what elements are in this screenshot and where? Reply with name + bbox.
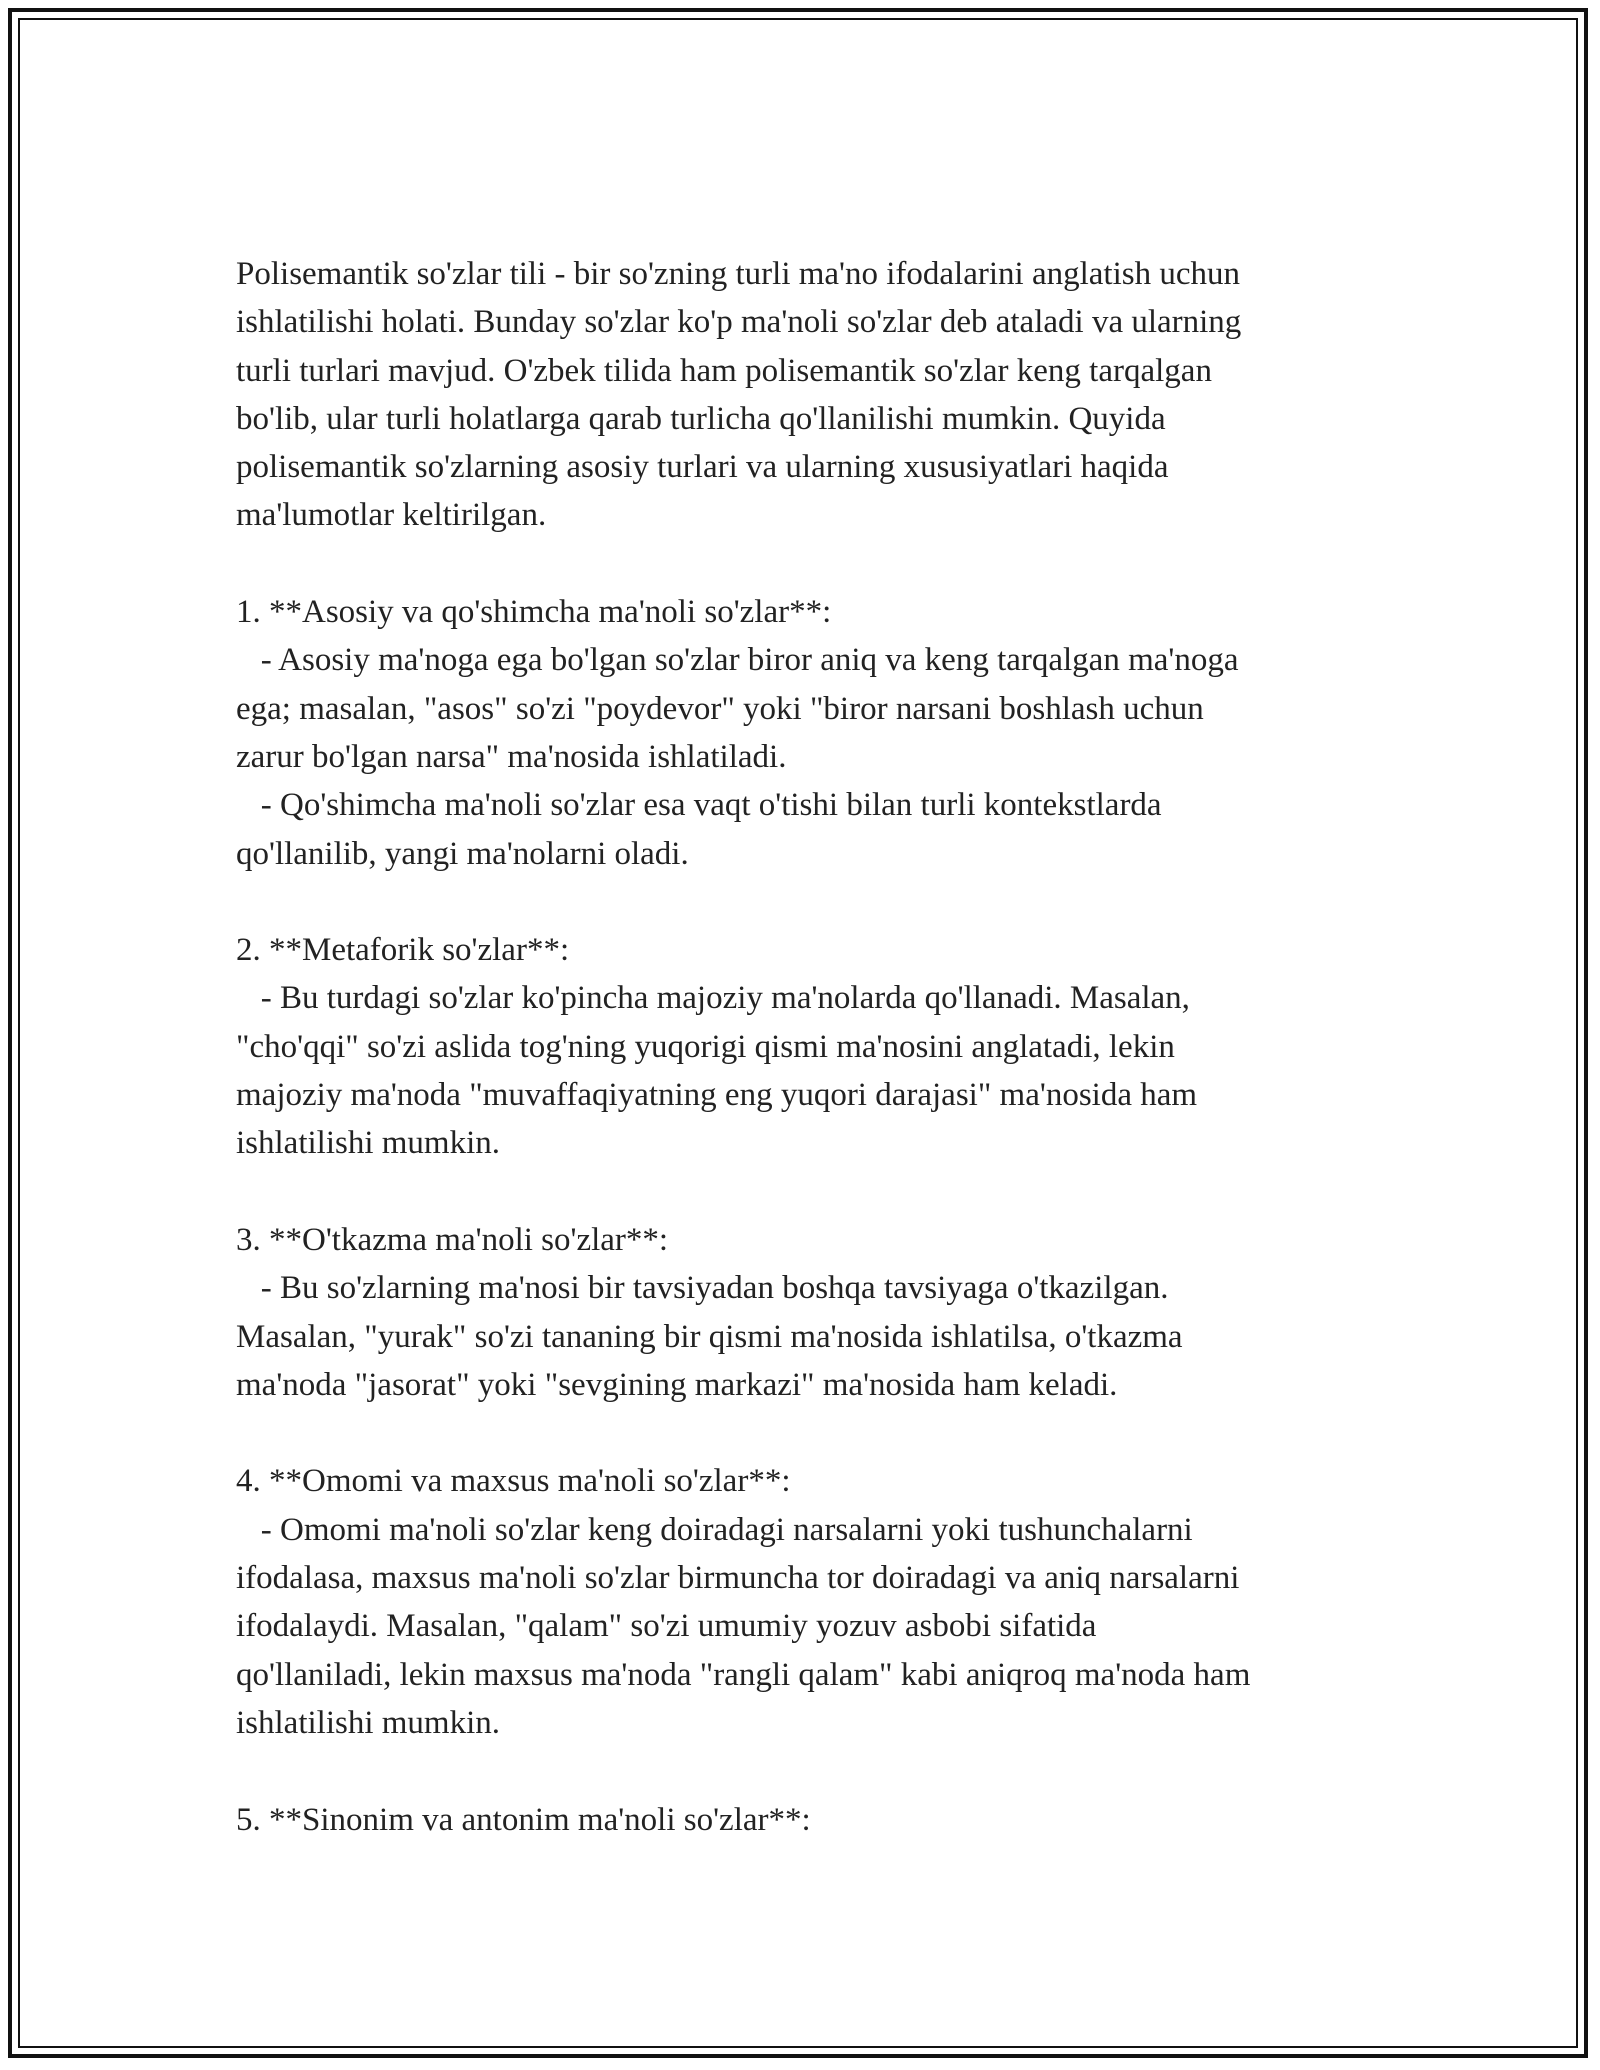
- section-omomi: [236, 1457, 1396, 1747]
- section-asosiy: [236, 588, 1396, 878]
- section-line: - Bu turdagi so'zlar ko'pincha majoziy ma'nolarda qo'llanadi. Masalan,: [236, 980, 1190, 1017]
- intro-line: turli turlari mavjud. O'zbek tilida ham polisemantik so'zlar keng tarqalgan: [236, 352, 1212, 389]
- section-line: Masalan, "yurak" so'zi tananing bir qismi ma'nosida ishlatilsa, o'tkazma: [236, 1318, 1183, 1355]
- section-metaforik: [236, 926, 1396, 1167]
- section-line: qo'llanilib, yangi ma'nolarni oladi.: [236, 835, 689, 872]
- intro-line: bo'lib, ular turli holatlarga qarab turlicha qo'llanilishi mumkin. Quyida: [236, 400, 1166, 437]
- section-line: majoziy ma'noda "muvaffaqiyatning eng yuqori darajasi" ma'nosida ham: [236, 1077, 1198, 1114]
- intro-paragraph: [236, 250, 1396, 540]
- section-line: ishlatilishi mumkin.: [236, 1704, 501, 1741]
- section-line: qo'llaniladi, lekin maxsus ma'noda "rangli qalam" kabi aniqroq ma'noda ham: [236, 1656, 1251, 1693]
- section-line: - Qo'shimcha ma'noli so'zlar esa vaqt o'tishi bilan turli kontekstlarda: [236, 787, 1162, 824]
- intro-line: polisemantik so'zlarning asosiy turlari va ularning xususiyatlari haqida: [236, 449, 1169, 486]
- section-line: - Omomi ma'noli so'zlar keng doiradagi narsalarni yoki tushunchalarni: [236, 1511, 1193, 1548]
- intro-line: ishlatilishi holati. Bunday so'zlar ko'p ma'noli so'zlar deb ataladi va ularning: [236, 304, 1242, 341]
- section-otkazma: [236, 1216, 1396, 1409]
- section-line: - Asosiy ma'noga ega bo'lgan so'zlar biror aniq va keng tarqalgan ma'noga: [236, 642, 1239, 679]
- section-line: ega; masalan, "asos" so'zi "poydevor" yoki "biror narsani boshlash uchun: [236, 690, 1204, 727]
- section-heading: 3. **O'tkazma ma'noli so'zlar**:: [236, 1221, 669, 1258]
- section-line: ifodalaydi. Masalan, "qalam" so'zi umumiy yozuv asbobi sifatida: [236, 1608, 1097, 1645]
- document-body: [236, 250, 1396, 1844]
- section-line: ifodalasa, maxsus ma'noli so'zlar birmuncha tor doiradagi va aniq narsalarni: [236, 1560, 1240, 1597]
- section-heading: 1. **Asosiy va qo'shimcha ma'noli so'zlar**:: [236, 594, 832, 631]
- section-line: zarur bo'lgan narsa" ma'nosida ishlatiladi.: [236, 738, 787, 775]
- section-line: ishlatilishi mumkin.: [236, 1125, 501, 1162]
- section-heading: 4. **Omomi va maxsus ma'noli so'zlar**:: [236, 1463, 791, 1500]
- section-line: ma'noda "jasorat" yoki "sevgining markazi" ma'nosida ham keladi.: [236, 1366, 1118, 1403]
- section-sinonim: [236, 1796, 1396, 1844]
- intro-line: ma'lumotlar keltirilgan.: [236, 497, 547, 534]
- section-line: - Bu so'zlarning ma'nosi bir tavsiyadan boshqa tavsiyaga o'tkazilgan.: [236, 1270, 1169, 1307]
- section-line: "cho'qqi" so'zi aslida tog'ning yuqorigi qismi ma'nosini anglatadi, lekin: [236, 1028, 1175, 1065]
- section-heading: 2. **Metaforik so'zlar**:: [236, 932, 570, 969]
- section-heading: 5. **Sinonim va antonim ma'noli so'zlar**:: [236, 1801, 811, 1838]
- intro-line: Polisemantik so'zlar tili - bir so'zning turli ma'no ifodalarini anglatish uchun: [236, 256, 1240, 292]
